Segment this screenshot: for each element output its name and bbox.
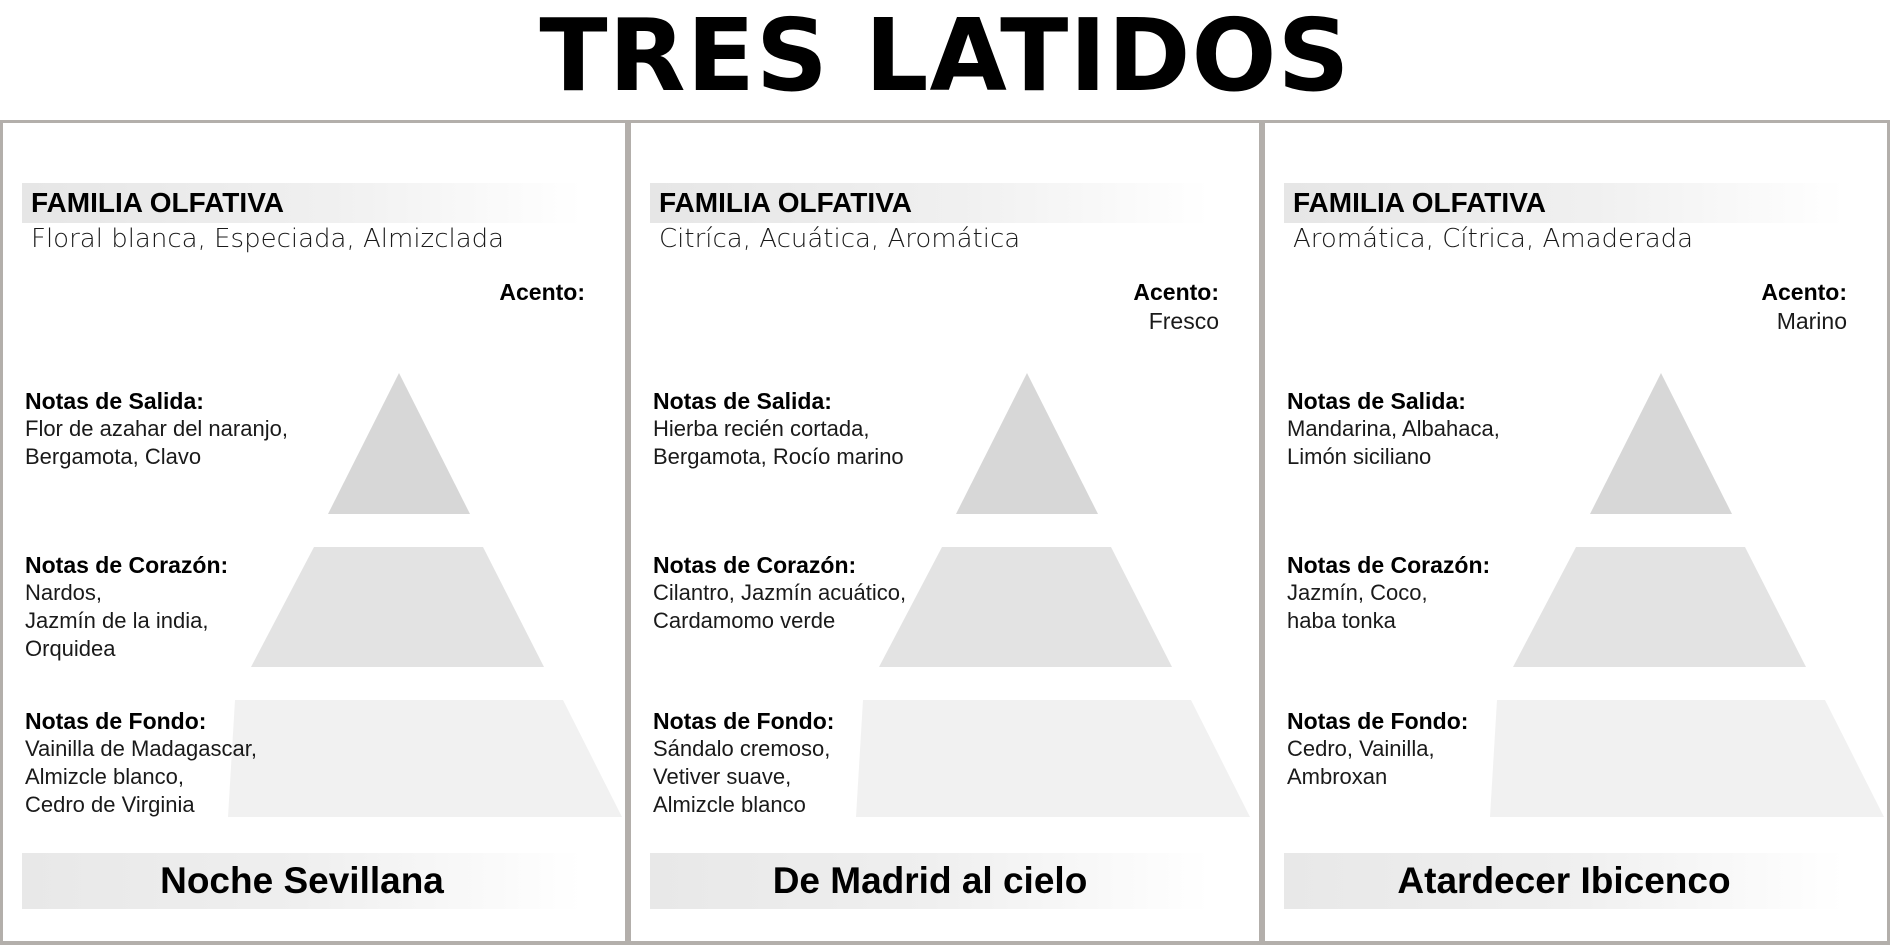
acento-block xyxy=(1133,278,1219,336)
notas-corazon xyxy=(653,551,906,635)
note-line: Cedro, Vainilla, xyxy=(1287,736,1435,761)
acento-label: Acento: xyxy=(499,279,585,305)
notas-salida xyxy=(25,387,288,471)
note-line: Nardos, xyxy=(25,580,103,605)
acento-value: Marino xyxy=(1776,308,1847,334)
notas-fondo-heading: Notas de Fondo: xyxy=(25,708,207,734)
familia-label: FAMILIA OLFATIVA xyxy=(659,187,913,218)
note-line: Mandarina, Albahaca, xyxy=(1287,416,1500,441)
perfume-name: De Madrid al cielo xyxy=(650,853,1210,909)
note-line: Almizcle blanco, xyxy=(25,764,184,789)
perfume-name: Atardecer Ibicenco xyxy=(1284,853,1844,909)
perfume-card-de-madrid-al-cielo xyxy=(628,123,1262,941)
note-line: Vetiver suave, xyxy=(653,764,792,789)
notas-fondo xyxy=(1287,707,1468,791)
acento-label: Acento: xyxy=(1761,279,1847,305)
notas-fondo-heading: Notas de Fondo: xyxy=(1287,708,1469,734)
note-line: Jazmín de la india, xyxy=(25,608,209,633)
acento-label: Acento: xyxy=(1133,279,1219,305)
notas-salida-heading: Notas de Salida: xyxy=(1287,388,1466,414)
note-line: Almizcle blanco xyxy=(653,792,806,817)
notas-corazon-heading: Notas de Corazón: xyxy=(653,552,857,578)
notas-fondo xyxy=(653,707,834,819)
note-line: Hierba recién cortada, xyxy=(653,416,870,441)
note-line: Limón siciliano xyxy=(1287,444,1432,469)
notas-fondo-heading: Notas de Fondo: xyxy=(653,708,835,734)
note-line: Bergamota, Rocío marino xyxy=(653,444,904,469)
note-line: Cardamomo verde xyxy=(653,608,836,633)
familia-value: Aromática, Cítrica, Amaderada xyxy=(1293,224,1694,254)
notas-corazon-heading: Notas de Corazón: xyxy=(1287,552,1491,578)
note-line: Jazmín, Coco, xyxy=(1287,580,1428,605)
notas-salida-heading: Notas de Salida: xyxy=(653,388,832,414)
familia-value: Floral blanca, Especiada, Almizclada xyxy=(31,224,505,254)
notas-salida-heading: Notas de Salida: xyxy=(25,388,204,414)
note-line: haba tonka xyxy=(1287,608,1396,633)
note-line: Sándalo cremoso, xyxy=(653,736,831,761)
notas-corazon xyxy=(1287,551,1490,635)
acento-value: Fresco xyxy=(1148,308,1219,334)
familia-label: FAMILIA OLFATIVA xyxy=(31,187,285,218)
note-line: Flor de azahar del naranjo, xyxy=(25,416,288,441)
acento-block xyxy=(499,278,585,307)
notas-corazon xyxy=(25,551,228,663)
perfume-name: Noche Sevillana xyxy=(22,853,582,909)
notas-fondo xyxy=(25,707,257,819)
acento-block xyxy=(1761,278,1847,336)
perfume-card-noche-sevillana xyxy=(0,123,628,941)
page-title: TRES LATIDOS xyxy=(539,0,1351,114)
perfume-card-atardecer-ibicenco xyxy=(1262,123,1890,941)
notas-salida xyxy=(653,387,904,471)
familia-label: FAMILIA OLFATIVA xyxy=(1293,187,1547,218)
note-line: Orquidea xyxy=(25,636,116,661)
note-line: Bergamota, Clavo xyxy=(25,444,202,469)
familia-value: Citríca, Acuática, Aromática xyxy=(659,224,1021,254)
note-line: Ambroxan xyxy=(1287,764,1388,789)
note-line: Cedro de Virginia xyxy=(25,792,195,817)
note-line: Vainilla de Madagascar, xyxy=(25,736,257,761)
notas-salida xyxy=(1287,387,1500,471)
notas-corazon-heading: Notas de Corazón: xyxy=(25,552,229,578)
note-line: Cilantro, Jazmín acuático, xyxy=(653,580,907,605)
